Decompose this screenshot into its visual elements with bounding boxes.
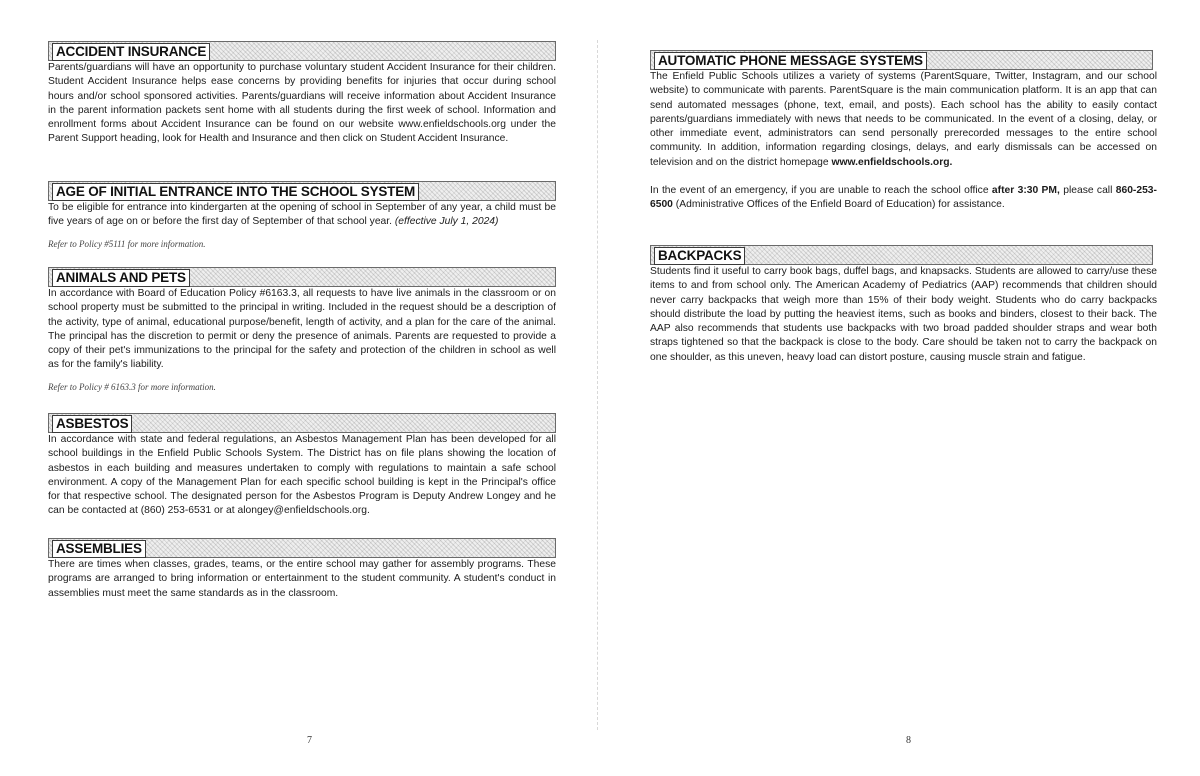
section-phone-message-systems: [650, 50, 1157, 213]
section-body: Students find it useful to carry book bags, duffel bags, and knapsacks. Students are allowed to carry/use these items to and from school only. The American Academy of Pediatrics (AAP) recommends that children should never carry backpacks that weigh more than 15% of their body weight. Students who do carry backpacks should distribute the load by putting the heaviest items, such as books and binders, closest to their back. The AAP also recommends that students use backpacks with two broad padded shoulder straps and wear both straps tightened so that the backpack is close to the body. Care should be taken not to carry the backpack on one shoulder, as this uneven, heavy load can distort posture, causing muscle strain and fatigue.: [650, 266, 1157, 363]
section-asbestos: [48, 413, 556, 519]
age-body-text: To be eligible for entrance into kindergarten at the opening of school in September of any year, a child must be five years of age on or before the first day of September of that school year.: [48, 202, 556, 228]
policy-reference: Refer to Policy #5111 for more information.: [48, 238, 206, 249]
policy-reference: Refer to Policy # 6163.3 for more information.: [48, 381, 216, 392]
phone-body-text: The Enfield Public Schools utilizes a variety of systems (ParentSquare, Twitter, Instagram, and our school website) to communicate with parents. ParentSquare is the main communication platform. It is an app that can send automated messages (phone, text, email, and posts). Each school has the ability to easily contact parents/guardians immediately with news that needs to be communicated. In the event of a closing, delay, or other immediate event, administrators can send personally prerecorded messages to the entire school community. In addition, information regarding closings, delays, and early dismissals can be accessed on television and on the district homepage: [650, 71, 1157, 168]
section-body: In accordance with Board of Education Policy #6163.3, all requests to have live animals in the classroom or on school property must be submitted to the principal in writing. Included in the request should be a description of the activity, type of animal, educational purpose/benefit, length of activity, and a plan for the care of the animal. The principal has the discretion to permit or deny the presence of animals. Parents are requested to provide a copy of their pet's immunizations to the principal for the safety and protection of the children in school as well as for the family's liability.: [48, 288, 556, 371]
emergency-text: In the event of an emergency, if you are unable to reach the school office: [650, 185, 989, 197]
page-number: 8: [906, 735, 911, 746]
section-heading: BACKPACKS: [654, 247, 745, 265]
district-homepage-link[interactable]: www.enfieldschools.org.: [831, 156, 953, 168]
section-heading: ASSEMBLIES: [52, 540, 146, 558]
emergency-time: after 3:30 PM,: [991, 185, 1060, 197]
page-8: [600, 0, 1200, 776]
section-body: In accordance with state and federal regulations, an Asbestos Management Plan has been developed for all school buildings in the Enfield Public Schools System. The District has on file plans showing the location of asbestos in each building and measures undertaken to comply with regulations to maintain a safe school environment. A copy of the Management Plan for each specific school building is kept in the Principal's office for that respective school. The designated person for the Asbestos Program is Deputy Andrew Longey and he can be contacted at (860) 253-6531 or at alongey@enfieldschools.org.: [48, 434, 556, 517]
section-animals-and-pets: [48, 267, 556, 393]
section-age-of-entrance: [48, 181, 556, 250]
effective-date: (effective July 1, 2024): [394, 216, 499, 228]
section-body: [650, 70, 1157, 170]
emergency-paragraph: [650, 184, 1157, 213]
section-heading-banner: [650, 245, 1153, 265]
section-body: [48, 201, 556, 230]
section-body: There are times when classes, grades, teams, or the entire school may gather for assembly programs. These programs are arranged to bring information or entertainment to the student community. A student's conduct in assemblies must meet the same standards as in the classroom.: [48, 559, 556, 599]
section-heading-banner: [48, 41, 556, 61]
section-heading-banner: [48, 181, 556, 201]
emergency-text: (Administrative Offices of the Enfield Board of Education) for assistance.: [675, 199, 1005, 211]
section-heading: AUTOMATIC PHONE MESSAGE SYSTEMS: [654, 52, 927, 70]
page-number: 7: [307, 735, 312, 746]
section-assemblies: [48, 538, 556, 601]
section-heading: ASBESTOS: [52, 415, 132, 433]
emergency-text: please call: [1063, 185, 1113, 197]
section-heading-banner: [650, 50, 1153, 70]
emergency-phone: 860-253-6500: [650, 185, 1157, 211]
section-backpacks: [650, 245, 1157, 365]
section-heading: AGE OF INITIAL ENTRANCE INTO THE SCHOOL SYSTEM: [52, 183, 419, 201]
section-body: Parents/guardians will have an opportunity to purchase voluntary student Accident Insurance for their children. Student Accident Insurance helps ease concerns by providing benefits for injuries that occur during school hours and/or school sponsored activities. Parents/guardians will receive information about Accident Insurance in the parent information packets sent home with all students during the first week of school. Information and enrollment forms about Accident Insurance can be found on our website www.enfieldschools.org under the Parent Support heading, look for Health and Insurance and then click on Student Accident Insurance.: [48, 62, 556, 145]
section-heading-banner: [48, 413, 556, 433]
section-heading: ACCIDENT INSURANCE: [52, 43, 210, 61]
section-heading-banner: [48, 267, 556, 287]
section-heading: ANIMALS AND PETS: [52, 269, 190, 287]
section-accident-insurance: [48, 41, 556, 147]
section-heading-banner: [48, 538, 556, 558]
